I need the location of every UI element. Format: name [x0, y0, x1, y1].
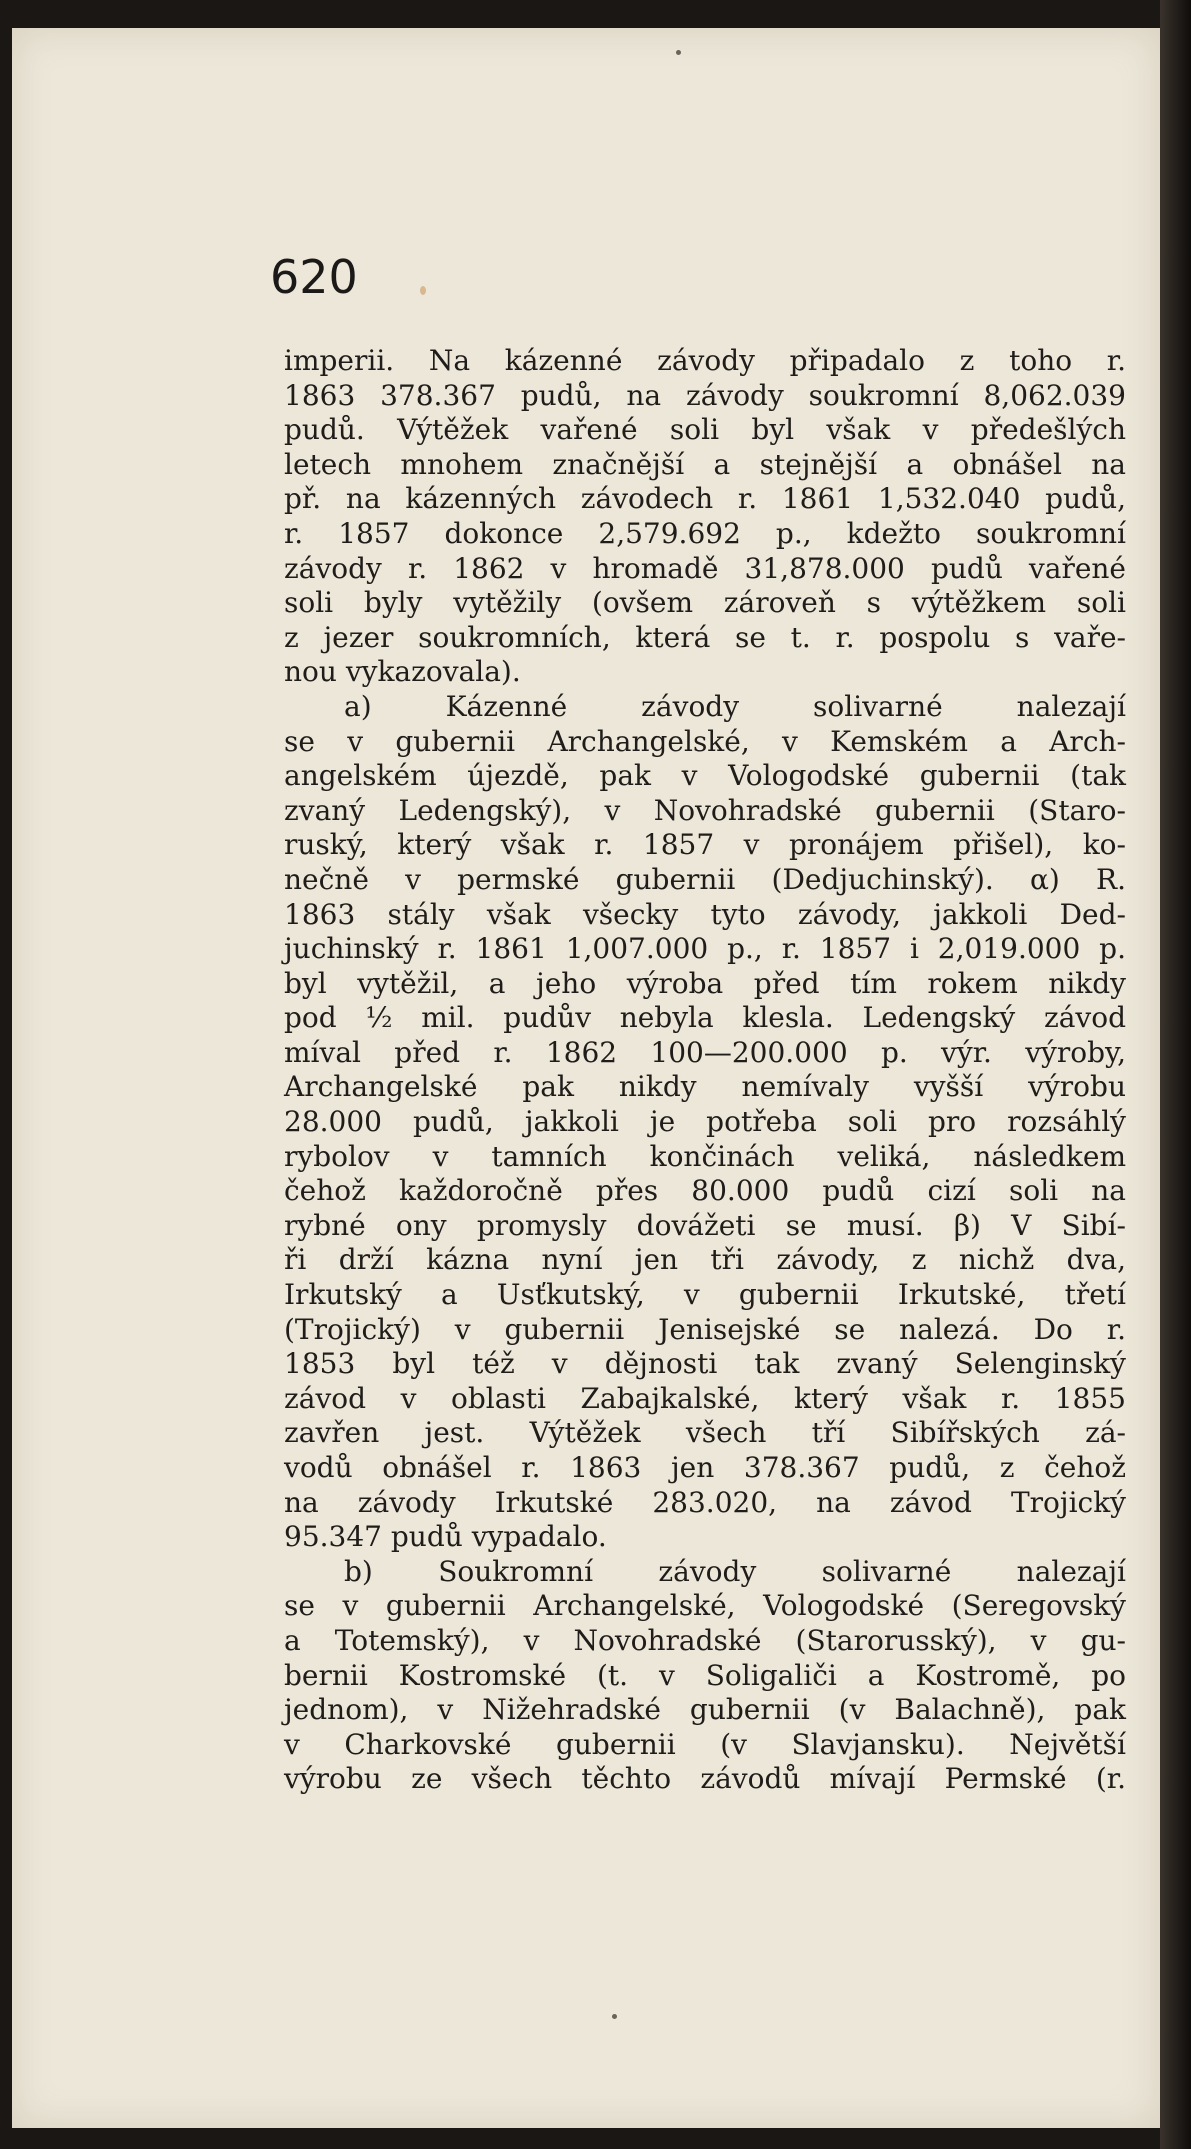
body-text: [284, 344, 1126, 1797]
paper-speck: [612, 2014, 617, 2019]
paper-speck: [676, 50, 681, 55]
text-line: a) Kázenné závody solivarné nalezají: [344, 689, 1126, 723]
text-line: jednom), v Nižehradské gubernii (v Balachně), pak: [284, 1693, 1126, 1727]
text-line: rybné ony promysly dovážeti se musí. β) V Sibí-: [284, 1208, 1126, 1242]
text-line: b) Soukromní závody solivarné nalezají: [344, 1554, 1126, 1588]
text-line: z jezer soukromních, která se t. r. pospolu s vaře-: [284, 620, 1126, 654]
book-spine-shadow: [1160, 0, 1191, 2149]
text-line: závody r. 1862 v hromadě 31,878.000 pudů vařené: [284, 551, 1126, 585]
text-line: 95.347 pudů vypadalo.: [284, 1520, 607, 1554]
text-line: 1863 stály však všecky tyto závody, jakkoli Ded-: [284, 897, 1126, 931]
text-line: angelském újezdě, pak v Vologodské gubernii (tak: [284, 759, 1126, 793]
text-line: pod ½ mil. pudův nebyla klesla. Ledengský závod: [284, 1001, 1126, 1035]
text-line: nečně v permské gubernii (Dedjuchinský). α) R.: [284, 862, 1126, 896]
text-line: 1863 378.367 pudů, na závody soukromní 8,062.039: [284, 378, 1126, 412]
text-line: zvaný Ledengský), v Novohradské gubernii (Staro-: [284, 793, 1126, 827]
text-line: se v gubernii Archangelské, v Kemském a Arch-: [284, 724, 1126, 758]
text-line: nou vykazovala).: [284, 655, 521, 689]
text-line: letech mnohem značnější a stejnější a obnášel na: [284, 447, 1126, 481]
text-line: ři drží kázna nyní jen tři závody, z nichž dva,: [284, 1243, 1126, 1277]
text-line: a Totemský), v Novohradské (Starorusský), v gu-: [284, 1623, 1126, 1657]
text-line: závod v oblasti Zabajkalské, který však r. 1855: [284, 1381, 1126, 1415]
text-line: na závody Irkutské 283.020, na závod Trojický: [284, 1485, 1126, 1519]
text-line: zavřen jest. Výtěžek všech tří Sibířských zá-: [284, 1416, 1126, 1450]
text-line: Archangelské pak nikdy nemívaly vyšší výrobu: [284, 1070, 1126, 1104]
text-line: bernii Kostromské (t. v Soligaliči a Kostromě, po: [284, 1658, 1126, 1692]
page-number: 620: [270, 250, 358, 304]
paper-speck: [420, 286, 426, 295]
text-line: př. na kázenných závodech r. 1861 1,532.040 pudů,: [284, 482, 1126, 516]
text-line: 1853 byl též v dějnosti tak zvaný Selenginský: [284, 1347, 1126, 1381]
book-page: [12, 28, 1160, 2128]
text-line: pudů. Výtěžek vařené soli byl však v předešlých: [284, 413, 1126, 447]
text-line: juchinský r. 1861 1,007.000 p., r. 1857 i 2,019.000 p.: [284, 932, 1126, 966]
text-line: byl vytěžil, a jeho výroba před tím rokem nikdy: [284, 966, 1126, 1000]
text-line: čehož každoročně přes 80.000 pudů cizí soli na: [284, 1174, 1126, 1208]
text-line: imperii. Na kázenné závody připadalo z toho r.: [284, 344, 1126, 377]
text-line: rybolov v tamních končinách veliká, následkem: [284, 1139, 1126, 1173]
text-line: ruský, který však r. 1857 v pronájem přišel), ko-: [284, 828, 1126, 862]
text-line: se v gubernii Archangelské, Vologodské (Seregovský: [284, 1589, 1126, 1623]
text-line: (Trojický) v gubernii Jenisejské se nalezá. Do r.: [284, 1312, 1126, 1346]
text-line: výrobu ze všech těchto závodů mívají Permské (r.: [284, 1762, 1126, 1796]
text-line: v Charkovské gubernii (v Slavjansku). Největší: [284, 1727, 1126, 1761]
text-line: Irkutský a Usťkutský, v gubernii Irkutské, třetí: [284, 1278, 1126, 1312]
text-line: míval před r. 1862 100—200.000 p. výr. výroby,: [284, 1035, 1126, 1069]
text-line: 28.000 pudů, jakkoli je potřeba soli pro rozsáhlý: [284, 1105, 1126, 1139]
text-line: r. 1857 dokonce 2,579.692 p., kdežto soukromní: [284, 516, 1126, 550]
text-line: soli byly vytěžily (ovšem zároveň s výtěžkem soli: [284, 586, 1126, 620]
text-line: vodů obnášel r. 1863 jen 378.367 pudů, z čehož: [284, 1451, 1126, 1484]
